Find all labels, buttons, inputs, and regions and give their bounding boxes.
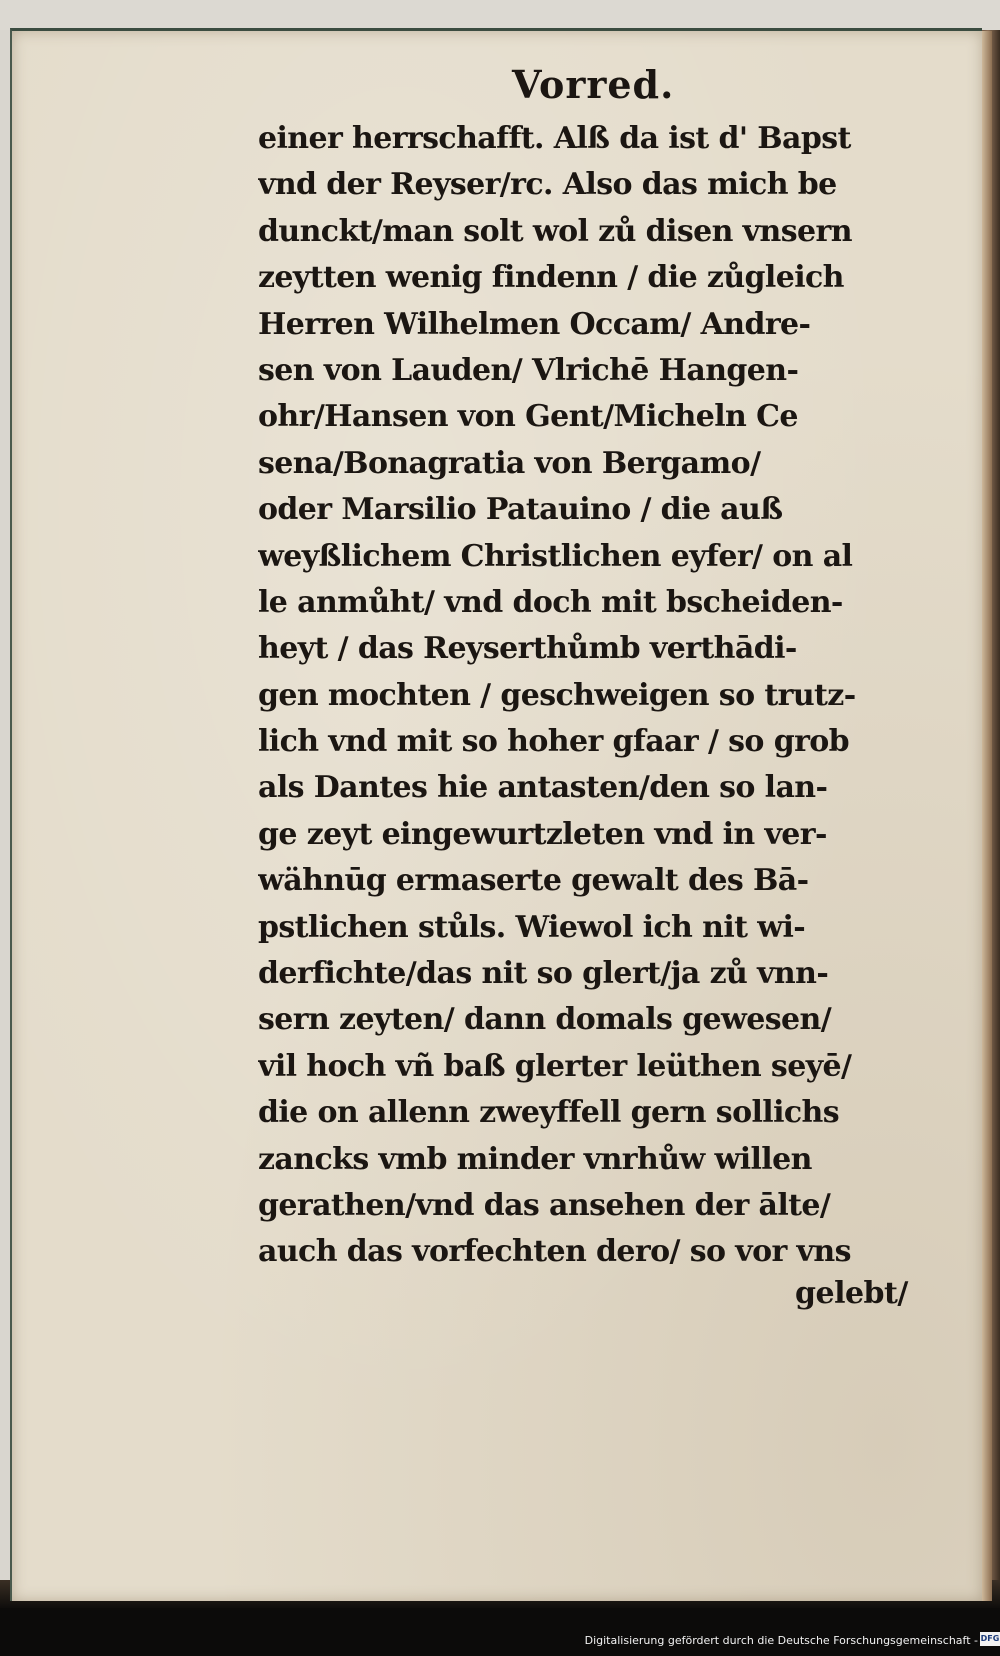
text-line: die on allenn zweyffell gern sollichs [258, 1095, 840, 1131]
text-line: weyßlichem Christlichen eyfer/ on al [258, 538, 853, 574]
text-line: dunckt/man solt wol zů disen vnsern [258, 213, 852, 249]
catchword: gelebt/ [795, 1276, 908, 1311]
text-line: vnd der Reyser/rc. Also das mich be [258, 167, 837, 203]
text-line: sen von Lauden/ Vlrichē Hangen- [258, 352, 799, 388]
text-line: ohr/Hansen von Gent/Micheln Ce [258, 399, 798, 435]
scan-background-top [0, 0, 1000, 30]
text-line: auch das vorfechten dero/ so vor vns [258, 1234, 851, 1270]
text-line: derfichte/das nit so glert/ja zů vnn- [258, 956, 829, 992]
text-line: lich vnd mit so hoher gfaar / so grob [258, 724, 850, 760]
text-line: sern zeyten/ dann domals gewesen/ [258, 1002, 832, 1038]
text-line: oder Marsilio Patauino / die auß [258, 492, 783, 528]
text-line: ge zeyt eingewurtzleten vnd in ver- [258, 816, 827, 852]
text-line: le anmůht/ vnd doch mit bscheiden- [258, 584, 843, 620]
page-edge [982, 31, 992, 1601]
running-head: Vorred. [512, 62, 675, 107]
digitization-credit: Digitalisierung gefördert durch die Deutsche Forschungsgemeinschaft - [584, 1634, 978, 1647]
text-line: sena/Bonagratia von Bergamo/ [258, 445, 761, 481]
text-line: heyt / das Reyserthůmb verthādi- [258, 631, 797, 667]
text-line: einer herrschafft. Alß da ist d' Bapst [258, 121, 851, 156]
page-text [258, 116, 898, 1276]
text-line: zeytten wenig findenn / die zůgleich [258, 260, 844, 296]
text-line: zancks vmb minder vnrhůw willen [258, 1141, 812, 1177]
dfg-logo: DFG [980, 1632, 1000, 1646]
text-line: gerathen/vnd das ansehen der ālte/ [258, 1187, 831, 1223]
scan-footer-bar [0, 1608, 1000, 1656]
text-line: wähnūg ermaserte gewalt des Bā- [258, 863, 809, 899]
text-line: pstlichen stůls. Wiewol ich nit wi- [258, 909, 806, 945]
text-line: als Dantes hie antasten/den so lan- [258, 770, 828, 806]
text-line: gen mochten / geschweigen so trutz- [258, 677, 856, 713]
text-line: Herren Wilhelmen Occam/ Andre- [258, 306, 811, 342]
text-line: vil hoch vñ baß glerter leüthen seyē/ [258, 1048, 852, 1084]
